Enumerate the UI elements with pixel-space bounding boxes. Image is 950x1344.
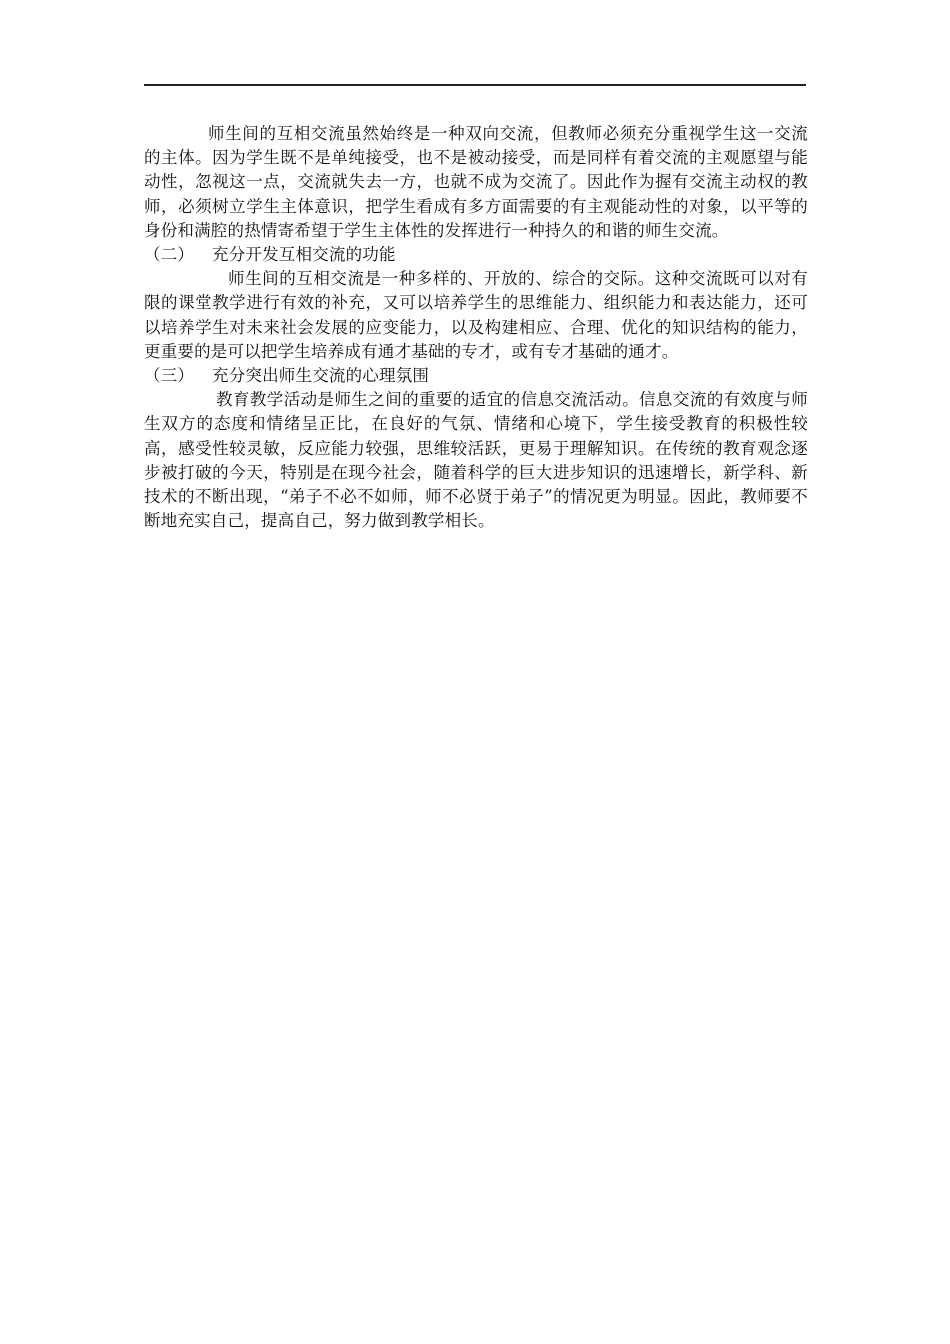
section-title: 充分突出师生交流的心理氛围 xyxy=(212,366,430,386)
header-rule xyxy=(144,84,806,86)
section-heading-2 xyxy=(144,243,808,267)
section-2-paragraph: 师生间的互相交流是一种多样的、开放的、综合的交际。这种交流既可以对有限的课堂教学进行有效的补充，又可以培养学生的思维能力、组织能力和表达能力，还可以培养学生对未来社会发展的应变能力，以及构建相应、合理、优化的知识结构的能力，更重要的是可以把学生培养成有通才基础的专才，或有专才基础的通才。 xyxy=(144,269,808,361)
section-heading-3 xyxy=(144,364,808,388)
section-title: 充分开发互相交流的功能 xyxy=(212,245,396,265)
section-number: （二） xyxy=(144,245,195,265)
section-3-paragraph: 教育教学活动是师生之间的重要的适宜的信息交流活动。信息交流的有效度与师生双方的态度和情绪呈正比，在良好的气氛、情绪和心境下，学生接受教育的积极性较高，感受性较灵敏，反应能力较强，思维较活跃，更易于理解知识。在传统的教育观念逐步被打破的今天，特别是在现今社会，随着科学的巨大进步知识的迅速增长，新学科、新技术的不断出现，“弟子不必不如师，师不必贤于弟子”的情况更为明显。因此，教师要不断地充实自己，提高自己，努力做到教学相长。 xyxy=(144,390,808,531)
intro-paragraph: 师生间的互相交流虽然始终是一种双向交流，但教师必须充分重视学生这一交流的主体。因为学生既不是单纯接受，也不是被动接受，而是同样有着交流的主观愿望与能动性，忽视这一点，交流就失去一方，也就不成为交流了。因此作为握有交流主动权的教师，必须树立学生主体意识，把学生看成有多方面需要的有主观能动性的对象，以平等的身份和满腔的热情寄希望于学生主体性的发挥进行一种持久的和谐的师生交流。 xyxy=(144,124,808,240)
document-body xyxy=(144,122,808,533)
section-number: （三） xyxy=(144,366,195,386)
